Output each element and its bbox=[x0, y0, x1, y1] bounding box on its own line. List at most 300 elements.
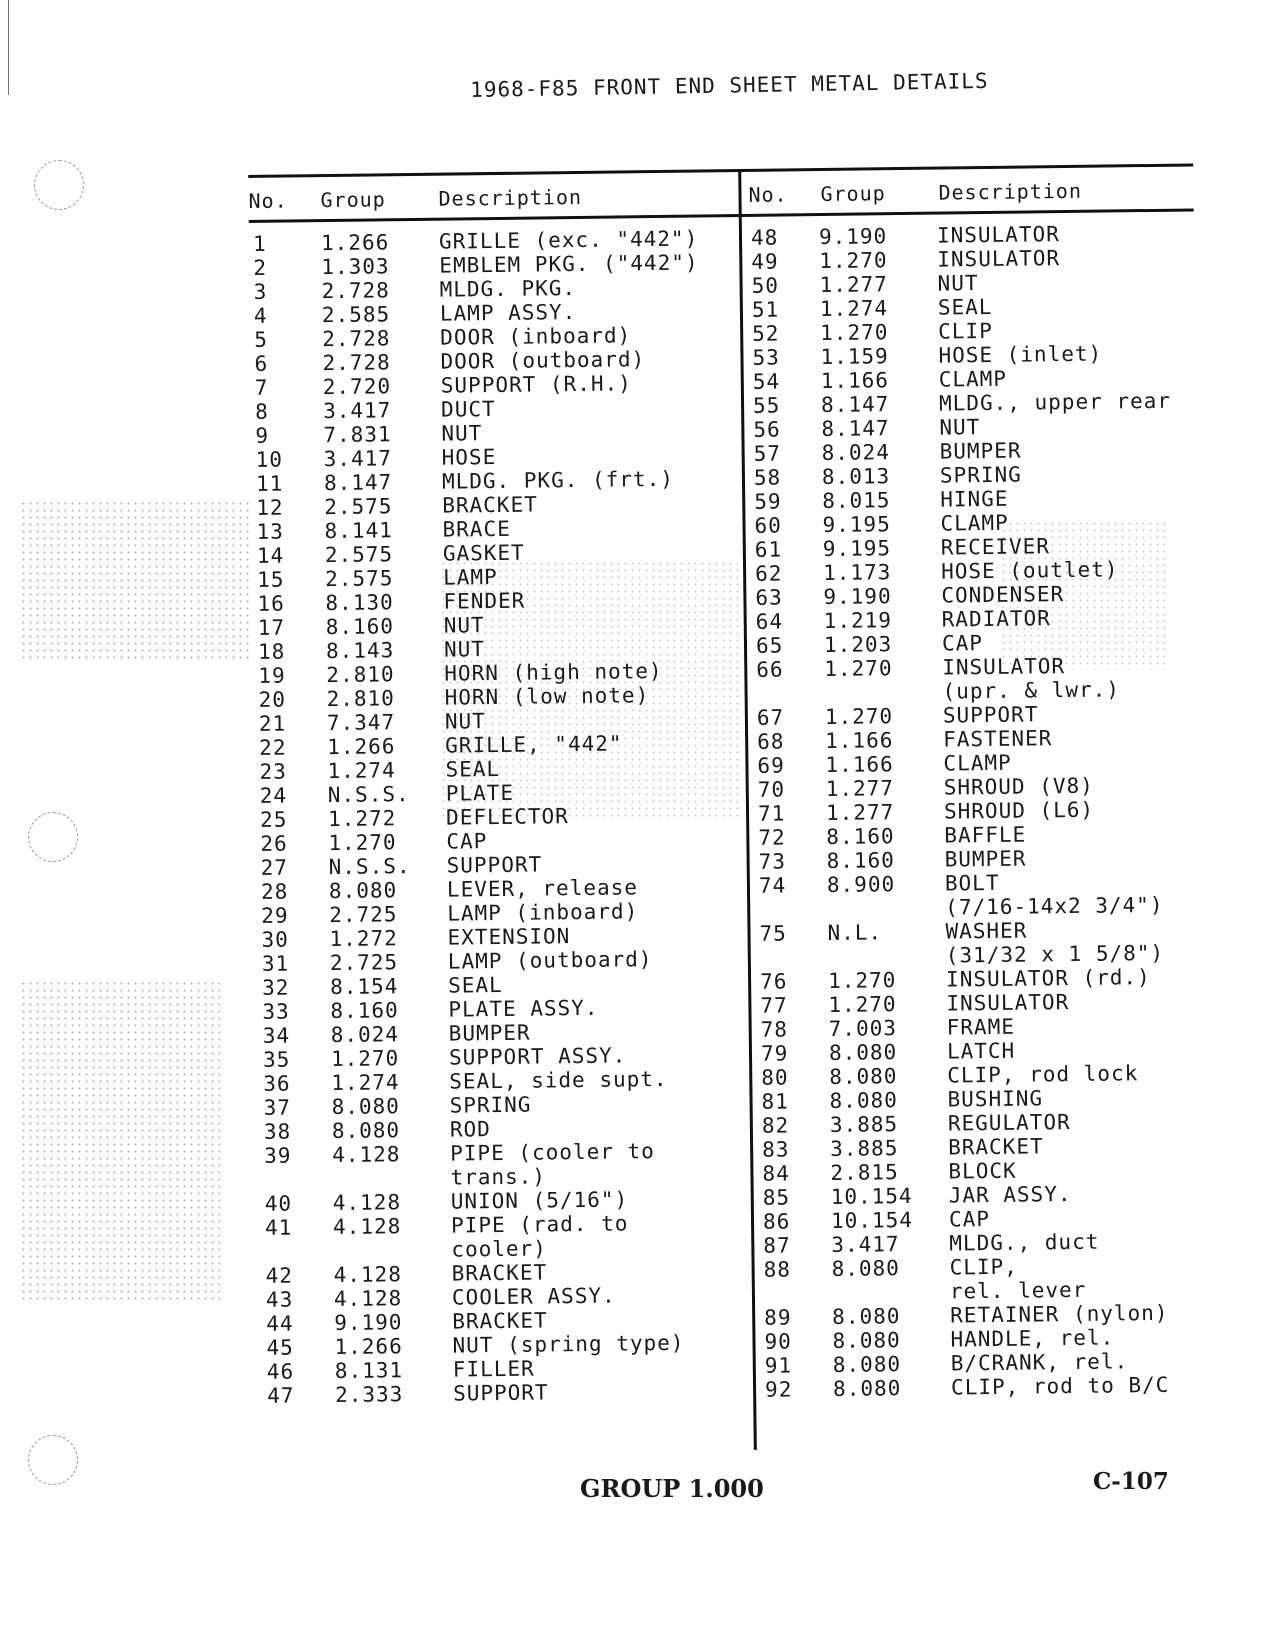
part-number: 82 bbox=[761, 1113, 790, 1138]
group-number: 1.266 bbox=[334, 1334, 403, 1360]
part-description: FRAME bbox=[946, 1014, 1016, 1040]
group-number: 1.270 bbox=[828, 992, 897, 1017]
part-description: BUMPER bbox=[939, 438, 1022, 464]
part-number: 41 bbox=[264, 1215, 293, 1240]
part-description: REGULATOR bbox=[947, 1110, 1071, 1136]
group-number: 1.277 bbox=[825, 776, 895, 801]
part-description: FENDER bbox=[443, 588, 526, 614]
part-description: RETAINER (nylon) bbox=[950, 1300, 1169, 1328]
part-number: 83 bbox=[762, 1137, 790, 1162]
part-number: 57 bbox=[753, 441, 782, 466]
part-number: 34 bbox=[262, 1023, 291, 1048]
part-number: 86 bbox=[762, 1209, 791, 1234]
group-number: 8.080 bbox=[831, 1256, 900, 1281]
part-description: RECEIVER bbox=[940, 534, 1051, 560]
group-number: 2.815 bbox=[830, 1160, 899, 1185]
header-description: Description bbox=[938, 178, 1083, 205]
part-description: SUPPORT (R.H.) bbox=[440, 371, 632, 398]
group-number: 9.190 bbox=[334, 1310, 403, 1336]
part-number: 61 bbox=[754, 537, 783, 562]
part-description: BUMPER bbox=[944, 846, 1027, 872]
part-description: MLDG., upper rear bbox=[938, 388, 1172, 416]
part-number: 49 bbox=[751, 249, 779, 274]
part-number: 54 bbox=[752, 369, 781, 394]
group-number: 1.277 bbox=[819, 272, 888, 298]
group-number: 1.270 bbox=[827, 968, 897, 993]
part-description: SPRING bbox=[449, 1092, 532, 1118]
part-number: 85 bbox=[762, 1185, 791, 1210]
part-number: 67 bbox=[756, 705, 785, 730]
group-number: 1.173 bbox=[822, 560, 892, 586]
group-number: 8.160 bbox=[826, 824, 895, 849]
group-number: 1.266 bbox=[320, 230, 390, 256]
group-number: 2.720 bbox=[322, 374, 392, 400]
group-number: 4.128 bbox=[333, 1262, 403, 1288]
part-number: 8 bbox=[254, 399, 269, 424]
part-description: SUPPORT bbox=[452, 1380, 549, 1406]
group-number: 8.160 bbox=[330, 998, 399, 1024]
part-number: 52 bbox=[752, 321, 780, 346]
part-number: 42 bbox=[265, 1263, 294, 1288]
group-number: 1.166 bbox=[820, 368, 890, 394]
group-number: 8.080 bbox=[829, 1088, 898, 1113]
part-number: 65 bbox=[755, 633, 784, 658]
part-number: 36 bbox=[263, 1071, 291, 1096]
part-description: INSULATOR bbox=[936, 222, 1060, 248]
part-number: 25 bbox=[259, 807, 288, 832]
part-number: 59 bbox=[754, 489, 782, 514]
part-description: CAP bbox=[948, 1207, 991, 1232]
part-number: 44 bbox=[266, 1311, 294, 1336]
parts-table bbox=[248, 145, 1209, 1461]
group-number: 8.160 bbox=[325, 614, 395, 640]
part-number: 13 bbox=[256, 519, 285, 544]
part-description: HINGE bbox=[940, 486, 1009, 512]
group-number: 1.272 bbox=[329, 926, 398, 952]
part-description: BRACKET bbox=[452, 1308, 548, 1334]
part-description: FASTENER bbox=[943, 726, 1053, 752]
part-number: 31 bbox=[261, 951, 290, 976]
part-description: NUT bbox=[443, 637, 486, 662]
part-description: DOOR (outboard) bbox=[440, 347, 646, 374]
part-description: CLIP, rod to B/C bbox=[950, 1372, 1170, 1400]
header-group: Group bbox=[320, 187, 386, 213]
part-description: WASHER (31/32 x 1 5/8") bbox=[945, 918, 1165, 968]
part-number: 14 bbox=[256, 543, 285, 568]
part-description: BOLT (7/16-14x2 3/4") bbox=[944, 870, 1164, 920]
part-number: 27 bbox=[260, 855, 289, 880]
group-number: 8.147 bbox=[820, 392, 890, 418]
table-row bbox=[267, 1378, 747, 1408]
part-number: 64 bbox=[755, 609, 784, 634]
part-description: LAMP (outboard) bbox=[447, 947, 653, 974]
part-number: 70 bbox=[757, 777, 786, 802]
part-description: LAMP ASSY. bbox=[439, 300, 577, 326]
group-number: 7.347 bbox=[326, 710, 396, 736]
part-number: 60 bbox=[754, 513, 782, 538]
part-number: 18 bbox=[257, 639, 286, 664]
part-description: MLDG., duct bbox=[949, 1229, 1100, 1256]
part-description: EXTENSION bbox=[447, 924, 571, 950]
page-edge-line bbox=[8, 0, 9, 95]
part-description: INSULATOR bbox=[937, 246, 1061, 272]
group-number: 9.190 bbox=[823, 584, 892, 610]
group-number: 2.725 bbox=[329, 950, 399, 976]
group-number: 2.728 bbox=[322, 326, 391, 352]
group-number: 9.195 bbox=[822, 536, 892, 562]
group-number: 4.128 bbox=[333, 1286, 403, 1312]
part-number: 43 bbox=[265, 1287, 294, 1312]
part-description: NUT bbox=[939, 415, 981, 440]
group-number: 8.080 bbox=[331, 1118, 401, 1144]
part-description: MLDG. PKG. (frt.) bbox=[441, 466, 675, 494]
part-number: 9 bbox=[255, 423, 270, 448]
group-number: 8.080 bbox=[328, 878, 398, 904]
group-number: 8.024 bbox=[330, 1022, 400, 1048]
part-number: 10 bbox=[255, 447, 284, 472]
part-number: 4 bbox=[253, 303, 268, 328]
part-description: FILLER bbox=[452, 1356, 535, 1382]
group-number: N.S.S. bbox=[327, 782, 410, 808]
group-number: 9.190 bbox=[818, 224, 888, 250]
part-description: INSULATOR (rd.) bbox=[945, 965, 1151, 992]
binder-hole-middle bbox=[28, 812, 78, 862]
table-row bbox=[264, 1138, 745, 1192]
part-description: SUPPORT bbox=[942, 702, 1039, 728]
part-number: 37 bbox=[263, 1095, 292, 1120]
part-number: 68 bbox=[757, 729, 785, 754]
part-number: 56 bbox=[753, 417, 781, 442]
group-number: 2.575 bbox=[325, 566, 394, 592]
part-description: BRACKET bbox=[948, 1134, 1044, 1160]
part-description: HORN (low note) bbox=[444, 683, 650, 710]
group-number: 1.166 bbox=[825, 752, 894, 777]
part-description: BRACE bbox=[442, 516, 511, 542]
part-number: 53 bbox=[752, 345, 780, 370]
group-number: 4.128 bbox=[332, 1190, 402, 1216]
part-description: SEAL bbox=[447, 972, 503, 998]
part-number: 75 bbox=[759, 921, 787, 946]
part-description: JAR ASSY. bbox=[948, 1182, 1072, 1208]
part-number: 80 bbox=[761, 1065, 789, 1090]
group-number: 1.266 bbox=[327, 734, 396, 760]
group-number: 3.885 bbox=[830, 1136, 899, 1161]
part-description: CAP bbox=[941, 631, 984, 656]
group-number: 1.270 bbox=[824, 656, 893, 681]
part-description: CLIP, rod lock bbox=[947, 1061, 1139, 1088]
part-description: HANDLE, rel. bbox=[950, 1325, 1115, 1352]
part-number: 21 bbox=[258, 711, 287, 736]
table-header-right bbox=[748, 171, 1228, 213]
group-number: 8.130 bbox=[325, 590, 394, 616]
group-number: 1.272 bbox=[327, 806, 397, 832]
part-description: CONDENSER bbox=[941, 582, 1065, 608]
part-description: SEAL, side supt. bbox=[449, 1066, 668, 1094]
part-description: SUPPORT ASSY. bbox=[448, 1043, 627, 1070]
group-number: 1.270 bbox=[330, 1046, 400, 1072]
parts-list-left bbox=[253, 226, 747, 1408]
group-number: 8.080 bbox=[832, 1376, 902, 1401]
part-description: DEFLECTOR bbox=[445, 804, 570, 830]
part-description: PIPE (cooler to trans.) bbox=[450, 1139, 655, 1190]
part-description: EMBLEM PKG. ("442") bbox=[439, 250, 699, 278]
group-number: 10.154 bbox=[830, 1183, 913, 1209]
part-number: 92 bbox=[764, 1377, 793, 1402]
group-number: 1.270 bbox=[819, 248, 888, 274]
part-description: DUCT bbox=[440, 396, 496, 422]
group-number: 3.417 bbox=[831, 1232, 900, 1257]
part-number: 88 bbox=[763, 1257, 792, 1282]
group-number: 7.831 bbox=[323, 422, 392, 448]
part-description: LATCH bbox=[946, 1038, 1016, 1064]
part-number: 90 bbox=[764, 1329, 792, 1354]
part-number: 40 bbox=[264, 1191, 293, 1216]
part-number: 1 bbox=[252, 231, 267, 256]
group-number: 2.810 bbox=[326, 686, 395, 712]
part-number: 74 bbox=[758, 873, 787, 898]
header-group: Group bbox=[820, 181, 886, 207]
group-number: 8.154 bbox=[330, 974, 399, 1000]
group-number: 8.015 bbox=[822, 488, 891, 514]
part-number: 35 bbox=[262, 1047, 291, 1072]
part-description: INSULATOR (upr. & lwr.) bbox=[942, 654, 1121, 704]
group-number: 1.166 bbox=[825, 728, 894, 753]
footer-group-label: GROUP 1.000 bbox=[580, 1474, 764, 1503]
part-description: SEAL bbox=[937, 294, 993, 320]
page-number: C-107 bbox=[1093, 1468, 1169, 1495]
part-number: 3 bbox=[253, 279, 268, 304]
group-number: 2.585 bbox=[321, 302, 391, 328]
group-number: 2.728 bbox=[322, 350, 391, 376]
part-number: 6 bbox=[254, 351, 269, 376]
part-description: BAFFLE bbox=[944, 822, 1027, 848]
group-number: 2.725 bbox=[329, 902, 398, 928]
part-description: B/CRANK, rel. bbox=[950, 1349, 1129, 1376]
header-no: No. bbox=[748, 182, 788, 207]
part-description: CLIP, rel. lever bbox=[949, 1254, 1087, 1304]
group-number: 8.131 bbox=[334, 1358, 404, 1384]
table-row bbox=[765, 1372, 1205, 1401]
group-number: 9.195 bbox=[822, 512, 891, 538]
part-description: BUMPER bbox=[448, 1020, 531, 1046]
group-number: 1.270 bbox=[824, 704, 894, 729]
group-number: 3.885 bbox=[829, 1112, 899, 1137]
part-number: 87 bbox=[763, 1233, 791, 1258]
part-description: LEVER, release bbox=[446, 875, 639, 902]
group-number: 1.274 bbox=[819, 296, 889, 322]
part-number: 47 bbox=[266, 1383, 295, 1408]
part-description: CLAMP bbox=[943, 750, 1012, 776]
part-description: CLAMP bbox=[940, 510, 1009, 536]
part-description: BRACKET bbox=[451, 1260, 548, 1286]
group-number: 4.128 bbox=[332, 1142, 401, 1168]
group-number: 1.274 bbox=[327, 758, 396, 784]
part-description: HOSE (inlet) bbox=[938, 341, 1103, 368]
binder-hole-top bbox=[34, 160, 84, 210]
part-number: 46 bbox=[266, 1359, 295, 1384]
group-number: 2.333 bbox=[334, 1382, 404, 1408]
part-description: BRACKET bbox=[442, 492, 538, 518]
group-number: 8.160 bbox=[826, 848, 896, 873]
part-number: 78 bbox=[760, 1017, 789, 1042]
part-number: 5 bbox=[254, 327, 269, 352]
part-description: UNION (5/16") bbox=[450, 1187, 629, 1214]
part-number: 63 bbox=[755, 585, 783, 610]
part-description: SUPPORT bbox=[446, 852, 543, 878]
group-number: 1.203 bbox=[823, 632, 893, 657]
part-description: CLIP bbox=[938, 318, 993, 344]
part-description: MLDG. PKG. bbox=[439, 276, 577, 302]
part-number: 77 bbox=[760, 993, 788, 1018]
part-number: 55 bbox=[752, 393, 781, 418]
group-number: 2.575 bbox=[324, 542, 394, 568]
part-number: 58 bbox=[753, 465, 782, 490]
part-number: 30 bbox=[261, 927, 290, 952]
part-description: BUSHING bbox=[947, 1086, 1044, 1112]
group-number: 1.303 bbox=[321, 254, 390, 280]
header-description: Description bbox=[438, 184, 583, 211]
group-number: 1.270 bbox=[328, 830, 397, 856]
part-number: 62 bbox=[754, 561, 783, 586]
part-description: GASKET bbox=[442, 540, 525, 566]
part-number: 32 bbox=[262, 975, 290, 1000]
part-number: 79 bbox=[760, 1041, 789, 1066]
table-row bbox=[265, 1210, 746, 1264]
scan-noise bbox=[20, 500, 250, 660]
part-number: 48 bbox=[750, 225, 779, 250]
part-number: 71 bbox=[757, 801, 786, 826]
group-number: 8.080 bbox=[832, 1304, 901, 1329]
group-number: 2.728 bbox=[321, 278, 391, 304]
group-number: 8.143 bbox=[325, 638, 395, 664]
table-header-left bbox=[248, 177, 728, 219]
part-number: 12 bbox=[256, 495, 284, 520]
part-description: NUT bbox=[441, 421, 483, 446]
group-number: 8.147 bbox=[323, 470, 393, 496]
part-number: 66 bbox=[756, 657, 784, 682]
group-number: 2.810 bbox=[326, 662, 395, 688]
group-number: 3.417 bbox=[322, 398, 392, 424]
table-row bbox=[759, 868, 1200, 921]
part-description: COOLER ASSY. bbox=[451, 1283, 616, 1310]
part-number: 81 bbox=[761, 1089, 790, 1114]
part-number: 20 bbox=[258, 687, 287, 712]
group-number: 8.080 bbox=[829, 1064, 898, 1089]
part-number: 16 bbox=[257, 591, 285, 616]
part-description: LAMP bbox=[443, 564, 498, 590]
part-description: SEAL bbox=[445, 756, 501, 782]
part-number: 69 bbox=[757, 753, 785, 778]
group-number: 1.270 bbox=[820, 320, 889, 346]
scan-noise bbox=[20, 980, 220, 1300]
part-number: 19 bbox=[258, 663, 286, 688]
part-number: 91 bbox=[764, 1353, 793, 1378]
part-description: SPRING bbox=[939, 462, 1022, 488]
part-number: 51 bbox=[751, 297, 780, 322]
part-number: 73 bbox=[758, 849, 787, 874]
part-description: BLOCK bbox=[948, 1158, 1017, 1184]
table-row bbox=[759, 916, 1200, 969]
group-number: 8.080 bbox=[832, 1328, 901, 1353]
part-number: 17 bbox=[257, 615, 286, 640]
group-number: 8.900 bbox=[826, 872, 896, 897]
part-description: NUT bbox=[937, 271, 979, 296]
group-number: 1.274 bbox=[331, 1070, 400, 1096]
page-title: 1968-F85 FRONT END SHEET METAL DETAILS bbox=[470, 68, 989, 102]
group-number: 8.024 bbox=[821, 440, 891, 466]
part-description: NUT bbox=[444, 709, 486, 734]
part-description: PLATE ASSY. bbox=[448, 995, 599, 1022]
part-number: 33 bbox=[262, 999, 290, 1024]
part-number: 7 bbox=[254, 375, 269, 400]
part-description: GRILLE, "442" bbox=[445, 731, 623, 758]
part-description: NUT bbox=[443, 613, 485, 638]
group-number: 4.128 bbox=[332, 1214, 402, 1240]
group-number: 1.159 bbox=[820, 344, 889, 370]
part-description: INSULATOR bbox=[946, 990, 1070, 1016]
part-number: 26 bbox=[260, 831, 288, 856]
part-number: 22 bbox=[259, 735, 287, 760]
group-number: 8.141 bbox=[324, 518, 393, 544]
group-number: 1.277 bbox=[825, 800, 895, 825]
part-number: 38 bbox=[263, 1119, 292, 1144]
part-number: 29 bbox=[261, 903, 289, 928]
group-number: 2.575 bbox=[324, 494, 393, 520]
part-description: DOOR (inboard) bbox=[440, 323, 632, 350]
binder-hole-bottom bbox=[28, 1435, 78, 1485]
table-row bbox=[756, 652, 1197, 705]
part-number: 2 bbox=[253, 255, 268, 280]
group-number: 8.147 bbox=[821, 416, 890, 442]
part-description: HOSE bbox=[441, 444, 497, 470]
group-number: 8.080 bbox=[331, 1094, 400, 1120]
part-description: PLATE bbox=[445, 780, 515, 806]
part-description: HORN (high note) bbox=[444, 658, 663, 686]
header-no: No. bbox=[248, 188, 288, 213]
group-number: 8.080 bbox=[832, 1352, 902, 1377]
part-number: 28 bbox=[260, 879, 289, 904]
part-number: 72 bbox=[758, 825, 786, 850]
part-number: 24 bbox=[259, 783, 288, 808]
group-number: 10.154 bbox=[830, 1207, 914, 1233]
part-description: GRILLE (exc. "442") bbox=[438, 226, 699, 254]
part-number: 84 bbox=[762, 1161, 790, 1186]
part-number: 50 bbox=[751, 273, 780, 298]
part-number: 89 bbox=[764, 1305, 792, 1330]
group-number: 8.013 bbox=[821, 464, 891, 490]
part-description: RADIATOR bbox=[941, 606, 1051, 632]
part-number: 76 bbox=[759, 969, 788, 994]
part-number: 23 bbox=[259, 759, 287, 784]
group-number: 3.417 bbox=[323, 446, 393, 472]
group-number: N.S.S. bbox=[328, 854, 411, 880]
group-number: 8.080 bbox=[828, 1040, 898, 1065]
part-description: SHROUD (L6) bbox=[943, 797, 1095, 824]
part-description: CAP bbox=[446, 829, 488, 854]
part-description: SHROUD (V8) bbox=[943, 773, 1094, 800]
part-number: 39 bbox=[264, 1143, 292, 1168]
part-description: ROD bbox=[449, 1117, 491, 1142]
part-number: 15 bbox=[257, 567, 285, 592]
group-number: 1.219 bbox=[823, 608, 893, 634]
part-description: CLAMP bbox=[938, 366, 1008, 392]
part-number: 45 bbox=[266, 1335, 294, 1360]
part-description: LAMP (inboard) bbox=[447, 899, 639, 926]
part-description: HOSE (outlet) bbox=[940, 557, 1119, 584]
group-number: N.L. bbox=[827, 920, 883, 945]
part-number: 11 bbox=[255, 471, 284, 496]
part-description: NUT (spring type) bbox=[452, 1330, 685, 1358]
